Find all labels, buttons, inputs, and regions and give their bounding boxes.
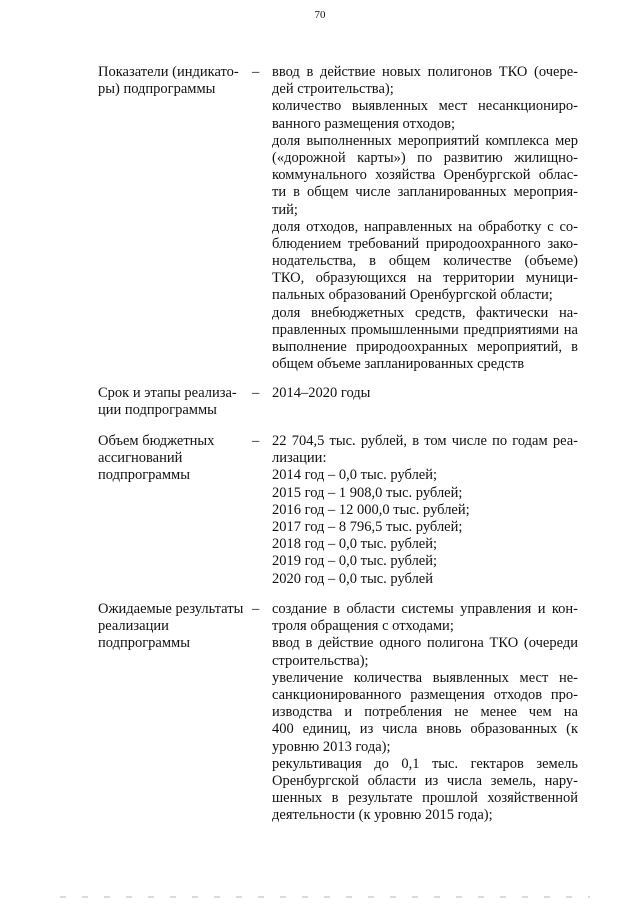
label-line: ции подпрограммы bbox=[98, 402, 217, 419]
content-line: 2020 год – 0,0 тыс. рублей bbox=[272, 570, 434, 587]
dash-separator: – bbox=[252, 601, 260, 617]
label-line: ры) подпрограммы bbox=[98, 81, 216, 98]
content-line: 2014 год – 0,0 тыс. рублей; bbox=[272, 467, 438, 484]
content-line: правленных промышленными предприятиями на bbox=[272, 321, 578, 338]
content-line: общем объеме запланированных средств bbox=[272, 356, 525, 373]
content-line: шенных в результате прошлой хозяйственной bbox=[272, 790, 578, 807]
label-line: Объем бюджетных bbox=[98, 433, 215, 449]
content-line: доля выполненных мероприятий комплекса мер bbox=[272, 132, 578, 149]
content-line: выполнение природоохранных мероприятий, в bbox=[272, 339, 578, 355]
content-line: доля внебюджетных средств, фактически на- bbox=[272, 304, 578, 321]
content-line: ввод в действие новых полигонов ТКО (очере- bbox=[272, 64, 578, 80]
page-number: 70 bbox=[314, 9, 326, 21]
dash-separator: – bbox=[252, 64, 260, 80]
section-content bbox=[272, 601, 578, 824]
content-line: пальных образований Оренбургской области; bbox=[272, 287, 553, 304]
content-line: рекультивация до 0,1 тыс. гектаров земель bbox=[272, 755, 578, 772]
content-line: 2014–2020 годы bbox=[272, 385, 371, 401]
content-line: («дорожной карты») по развитию жилищно- bbox=[272, 149, 578, 166]
section-content bbox=[272, 385, 578, 402]
label-line: реализации bbox=[98, 618, 169, 635]
label-line: подпрограммы bbox=[98, 467, 190, 484]
content-line: 2017 год – 8 796,5 тыс. рублей; bbox=[272, 518, 463, 535]
content-line: ввод в действие одного полигона ТКО (очереди bbox=[272, 635, 578, 652]
scan-artifact-line bbox=[60, 896, 590, 898]
content-line: троля обращения с отходами; bbox=[272, 618, 454, 635]
content-line: деятельности (к уровню 2015 года); bbox=[272, 807, 493, 824]
content-line: ванного размещения отходов; bbox=[272, 115, 455, 132]
label-line: Показатели (индикато- bbox=[98, 64, 239, 80]
label-line: подпрограммы bbox=[98, 635, 190, 652]
content-line: ТКО, образующихся на территории муници- bbox=[272, 270, 578, 287]
content-line: коммунального хозяйства Оренбургской облас- bbox=[272, 167, 578, 184]
content-line: 2016 год – 12 000,0 тыс. рублей; bbox=[272, 501, 470, 518]
label-line: Срок и этапы реализа- bbox=[98, 385, 237, 401]
content-line: 2018 год – 0,0 тыс. рублей; bbox=[272, 536, 438, 553]
content-line: увеличение количества выявленных мест не- bbox=[272, 669, 578, 686]
content-line: создание в области системы управления и кон- bbox=[272, 601, 578, 617]
content-line: 2015 год – 1 908,0 тыс. рублей; bbox=[272, 484, 463, 501]
content-line: лизации: bbox=[272, 450, 327, 467]
content-line: доля отходов, направленных на обработку с со- bbox=[272, 218, 578, 235]
content-line: Оренбургской области из числа земель, нару- bbox=[272, 772, 578, 789]
content-line: дей строительства); bbox=[272, 81, 394, 98]
label-line: Ожидаемые результаты bbox=[98, 601, 244, 617]
content-line: количество выявленных мест несанкциониро- bbox=[272, 98, 578, 115]
content-line: 2019 год – 0,0 тыс. рублей; bbox=[272, 553, 438, 570]
content-line: 400 единиц, из числа вновь образованных (к bbox=[272, 721, 578, 738]
label-line: ассигнований bbox=[98, 450, 183, 467]
content-line: 22 704,5 тыс. рублей, в том числе по годам реа- bbox=[272, 433, 578, 449]
section-label bbox=[98, 64, 248, 98]
content-line: санкционированного размещения отходов про- bbox=[272, 686, 578, 703]
dash-separator: – bbox=[252, 385, 260, 401]
section-label bbox=[98, 601, 248, 653]
content-line: нодательства, в общем количестве (объеме) bbox=[272, 253, 578, 270]
section-label bbox=[98, 385, 248, 419]
content-line: уровню 2013 года); bbox=[272, 738, 391, 755]
section-label bbox=[98, 433, 248, 485]
content-line: изводства и потребления не менее чем на bbox=[272, 704, 578, 721]
content-line: строительства); bbox=[272, 652, 369, 669]
dash-separator: – bbox=[252, 433, 260, 449]
content-line: ти в общем числе запланированных мероприя- bbox=[272, 184, 578, 201]
content-line: тий; bbox=[272, 201, 298, 218]
section-content bbox=[272, 433, 578, 588]
content-line: блюдением требований природоохранного зако- bbox=[272, 235, 578, 252]
section-content bbox=[272, 64, 578, 373]
